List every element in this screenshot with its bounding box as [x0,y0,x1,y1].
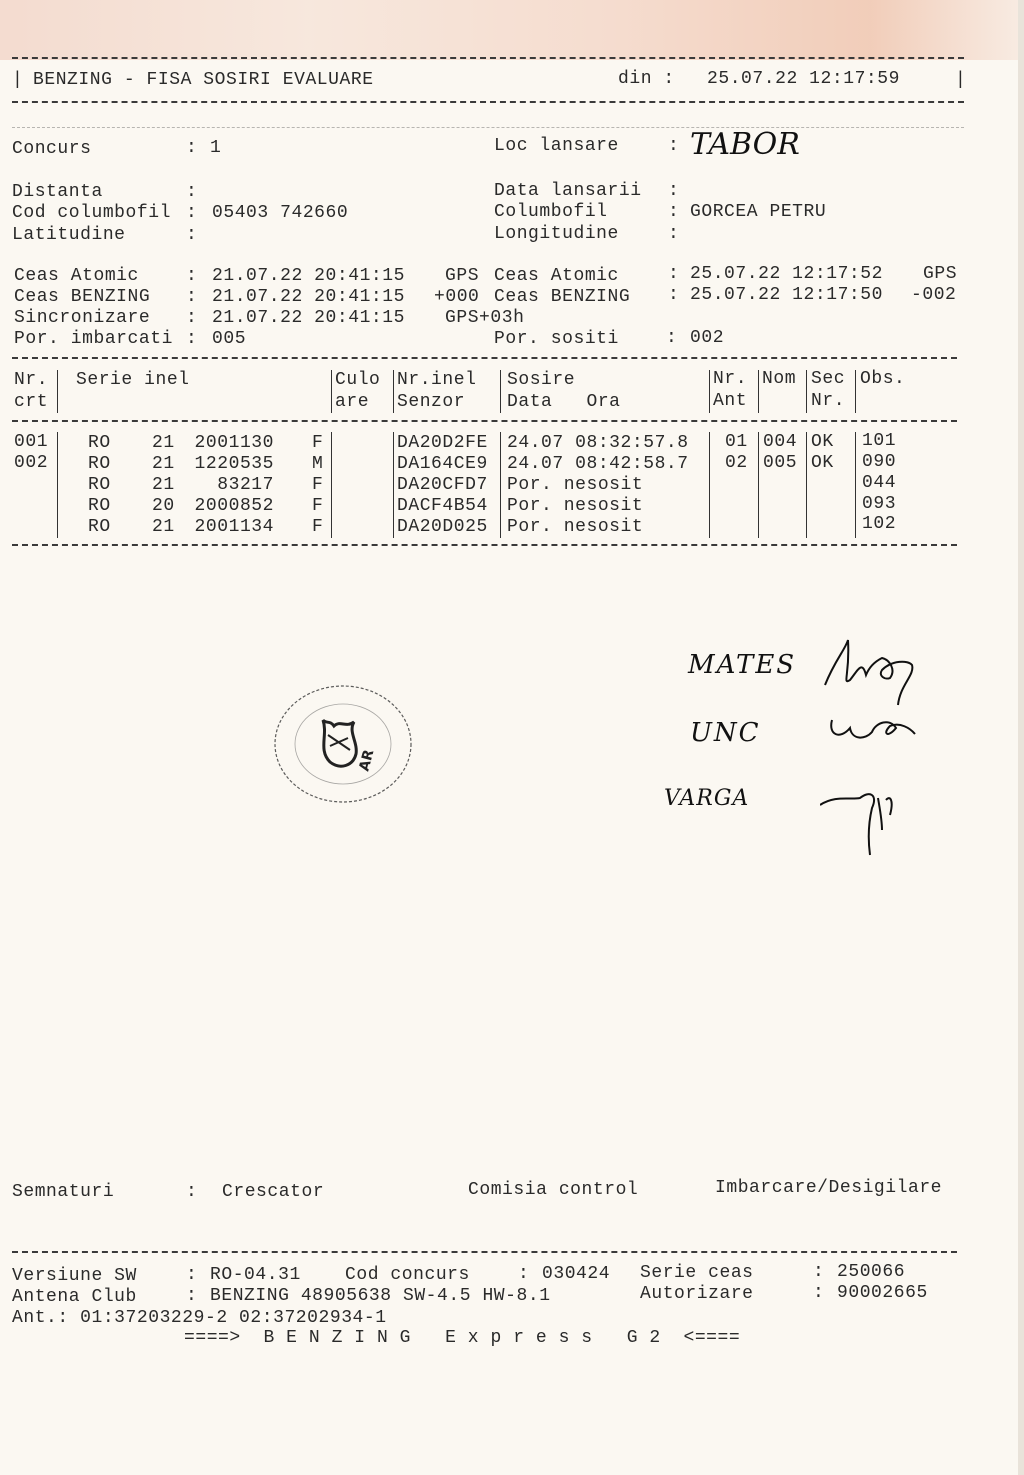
columbofil-colon: : [668,202,680,222]
latitudine-label: Latitudine [12,225,126,245]
loc-lansare-handwritten: TABOR [690,127,800,162]
din-label: din : [618,69,675,89]
colon: : [186,1265,198,1285]
col-nom-header: Nom [762,369,797,389]
col-nrinel-header-1: Nr.inel [397,370,477,390]
autorizare-label: Autorizare [640,1284,754,1304]
paper-tint [0,0,1024,60]
cell-ant: 01 [725,432,748,452]
col-culoare-header-2: are [335,392,370,412]
cell-an: 21 [152,517,175,537]
col-obs-header: Obs. [860,369,906,389]
col-sep [500,370,501,413]
sincronizare-label: Sincronizare [14,308,151,328]
col-sep [331,370,332,413]
cell-sec: OK [811,432,834,452]
distanta-label: Distanta [12,182,103,202]
serie-ceas-label: Serie ceas [640,1263,754,1283]
ceas-benzing-end-value: 25.07.22 12:17:50 [690,285,883,305]
cell-tara: RO [88,496,111,516]
footer-top-rule [12,1251,957,1253]
col-sep [758,370,759,413]
cell-senzor: DA20CFD7 [397,475,488,495]
por-imbarcati-value: 005 [212,329,247,349]
columbofil-label: Columbofil [494,202,608,222]
cell-an: 20 [152,496,175,516]
antena-club-label: Antena Club [12,1287,137,1307]
col-sep [57,432,58,538]
imbarcare-desigilare-label: Imbarcare/Desigilare [715,1178,943,1198]
cell-obs: 102 [862,514,897,534]
colon: : [813,1262,825,1282]
cell-senzor: DA164CE9 [397,454,488,474]
cod-columbofil-label: Cod columbofil [12,203,171,223]
cell-senzor: DA20D025 [397,517,488,537]
report-title: BENZING - FISA SOSIRI EVALUARE [33,70,374,90]
cell-obs: 090 [862,452,897,472]
header-bottom-rule [12,101,964,103]
cell-sex: M [312,454,324,474]
columbofil-value: GORCEA PETRU [690,202,827,222]
handwritten-name-3: VARGA [664,786,750,811]
cell-numar: 83217 [217,475,274,495]
por-sositi-value: 002 [690,328,725,348]
loc-lansare-colon: : [668,136,680,156]
longitudine-colon: : [668,224,680,244]
autorizare-value: 90002665 [837,1283,928,1303]
cod-columbofil-colon: : [186,203,198,223]
cell-nom: 004 [763,432,798,452]
ceas-benzing-end-label: Ceas BENZING [494,287,631,307]
handwritten-name-1: MATES [688,650,797,680]
concurs-colon: : [186,138,198,158]
handwritten-name-2: UNC [690,718,761,748]
colon: : [186,329,198,349]
col-sep [709,432,710,538]
cell-an: 21 [152,475,175,495]
cell-obs: 044 [862,473,897,493]
serie-ceas-value: 250066 [837,1262,906,1282]
col-sep [806,370,807,413]
col-serie-header: Serie inel [76,370,190,390]
colon: : [668,264,680,284]
col-sep [500,432,501,538]
cell-sosire: Por. nesosit [507,475,644,495]
cell-tara: RO [88,433,111,453]
col-nr-header-2: crt [14,392,49,412]
cell-senzor: DACF4B54 [397,496,488,516]
cell-an: 21 [152,454,175,474]
table-header-rule [12,420,957,422]
ceas-benzing-start-label: Ceas BENZING [14,287,151,307]
colon: : [666,328,678,348]
col-sep [855,370,856,413]
col-ant-header-1: Nr. [713,369,748,389]
latitudine-colon: : [186,225,198,245]
cod-columbofil-value: 05403 742660 [212,203,349,223]
stamp-text: AR [356,748,378,774]
col-sep [855,432,856,538]
col-sep [758,432,759,538]
cell-nr: 001 [14,432,49,452]
colon: : [186,287,198,307]
comisia-control-label: Comisia control [468,1180,639,1200]
cell-sosire: Por. nesosit [507,517,644,537]
cod-concurs-label: Cod concurs [345,1265,470,1285]
col-sec-header-1: Sec [811,369,846,389]
col-sep [331,432,332,538]
ceas-atomic-end-value: 25.07.22 12:17:52 [690,264,883,284]
col-sosire-header-2: Data Ora [507,392,621,412]
sincronizare-suffix: GPS+03h [445,308,525,328]
col-ant-header-2: Ant [713,391,748,411]
ceas-benzing-start-value: 21.07.22 20:41:15 [212,287,405,307]
col-sep [709,370,710,413]
col-sec-header-2: Nr. [811,391,846,411]
concurs-label: Concurs [12,139,92,159]
loc-lansare-label: Loc lansare [494,136,619,156]
por-imbarcati-label: Por. imbarcati [14,329,173,349]
cell-obs: 101 [862,431,897,451]
din-value: 25.07.22 12:17:59 [707,69,900,89]
cell-ant: 02 [725,453,748,473]
colon: : [518,1264,530,1284]
cell-sex: F [312,517,324,537]
ceas-benzing-start-suffix: +000 [434,287,480,307]
distanta-colon: : [186,182,198,202]
signature-3 [820,794,892,855]
paper-edge [1018,0,1024,1475]
header-faint-rule [12,127,964,128]
ceas-atomic-end-label: Ceas Atomic [494,266,619,286]
signature-1 [825,640,912,705]
club-stamp [268,680,418,805]
versiune-sw-value: RO-04.31 [210,1265,301,1285]
cell-nr: 002 [14,453,49,473]
cell-tara: RO [88,475,111,495]
colon: : [813,1283,825,1303]
col-sep [393,370,394,413]
ceas-atomic-start-suffix: GPS [445,266,480,286]
data-lansarii-colon: : [668,181,680,201]
cell-sosire: 24.07 08:42:58.7 [507,454,689,474]
cell-nom: 005 [763,453,798,473]
header-left-bar: | [12,70,24,90]
cell-numar: 1220535 [194,454,274,474]
semnaturi-label: Semnaturi [12,1182,115,1202]
cell-senzor: DA20D2FE [397,433,488,453]
cell-an: 21 [152,433,175,453]
header-right-bar: | [955,70,967,90]
antenna-line: Ant.: 01:37203229-2 02:37202934-1 [12,1308,387,1328]
handwritten-signatures [820,630,940,870]
ceas-benzing-end-suffix: -002 [911,285,957,305]
table-bottom-rule [12,544,957,546]
col-sep [806,432,807,538]
col-sep [393,432,394,538]
colon: : [186,1182,198,1202]
col-sep [57,370,58,413]
header-top-rule [12,57,964,59]
crescator-label: Crescator [222,1182,325,1202]
colon: : [186,308,198,328]
antena-club-value: BENZING 48905638 SW-4.5 HW-8.1 [210,1286,551,1306]
ceas-atomic-start-label: Ceas Atomic [14,266,139,286]
table-top-rule [12,357,957,359]
cell-numar: 2000852 [194,496,274,516]
concurs-value: 1 [210,138,222,158]
cell-sec: OK [811,453,834,473]
colon: : [668,285,680,305]
cod-concurs-value: 030424 [542,1264,611,1284]
col-culoare-header-1: Culo [335,370,381,390]
signature-2 [831,720,915,738]
cell-numar: 2001130 [194,433,274,453]
ceas-atomic-start-value: 21.07.22 20:41:15 [212,266,405,286]
versiune-sw-label: Versiune SW [12,1266,137,1286]
cell-numar: 2001134 [194,517,274,537]
cell-tara: RO [88,517,111,537]
ceas-atomic-end-suffix: GPS [923,264,958,284]
cell-sex: F [312,496,324,516]
cell-tara: RO [88,454,111,474]
cell-sosire: Por. nesosit [507,496,644,516]
data-lansarii-label: Data lansarii [494,181,642,201]
longitudine-label: Longitudine [494,224,619,244]
cell-sex: F [312,433,324,453]
col-sosire-header-1: Sosire [507,370,576,390]
colon: : [186,1286,198,1306]
benzing-express-banner: ====> B E N Z I N G E x p r e s s G 2 <==== [184,1328,741,1348]
col-nr-header-1: Nr. [14,370,49,390]
colon: : [186,266,198,286]
col-nrinel-header-2: Senzor [397,392,466,412]
por-sositi-label: Por. sositi [494,329,619,349]
cell-obs: 093 [862,494,897,514]
sincronizare-value: 21.07.22 20:41:15 [212,308,405,328]
cell-sosire: 24.07 08:32:57.8 [507,433,689,453]
cell-sex: F [312,475,324,495]
